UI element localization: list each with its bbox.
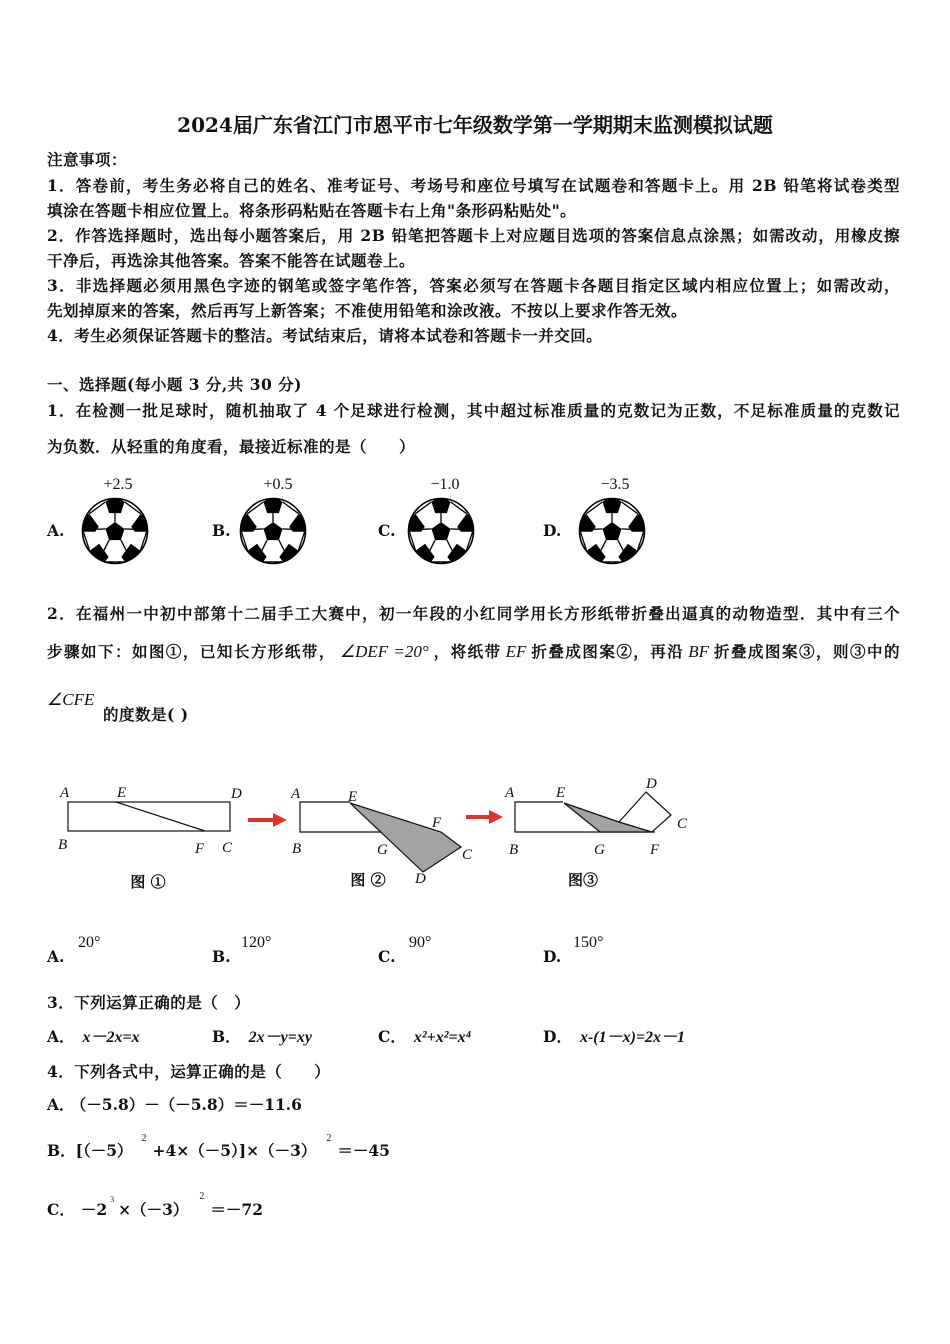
q3-option-b xyxy=(212,1026,312,1048)
point-label: D xyxy=(231,786,242,802)
exponent: 2 xyxy=(199,1191,205,1202)
option-letter: C． xyxy=(47,1200,75,1219)
q2-stem-line: 2．在福州一中初中部第十二届手工大赛中，初一年段的小红同学用长方形纸带折叠出逼真的动物造型．其中有三个 xyxy=(47,604,900,623)
point-label: F xyxy=(650,842,660,858)
figure-1 xyxy=(58,785,242,891)
arrow-head xyxy=(489,810,503,824)
point-label: C xyxy=(222,840,233,856)
point-label: B xyxy=(509,842,519,858)
point-label: A xyxy=(291,786,301,802)
point-label: A xyxy=(60,785,70,801)
q1-option-a-value: +2.5 xyxy=(103,476,133,493)
q2-option-a-value: 20° xyxy=(78,934,101,951)
q2-stem-end: 的度数是( ) xyxy=(103,705,189,724)
exponent: 2 xyxy=(141,1133,147,1144)
q2-math-angle: ∠DEF =20° xyxy=(339,642,429,661)
q1-option-c-value: −1.0 xyxy=(430,476,460,493)
option-letter: B． xyxy=(47,1141,76,1160)
point-label: D xyxy=(646,776,657,792)
q4-option-c xyxy=(47,1191,263,1221)
paper-strip xyxy=(68,802,230,831)
point-label: E xyxy=(348,789,358,805)
q1-stem-line: 1．在检测一批足球时，随机抽取了 4 个足球进行检测，其中超过标准质量的克数记为正数，不足标准质量的克数记 xyxy=(47,401,900,420)
q1-option-d-value: −3.5 xyxy=(600,476,630,493)
q4-stem: 4．下列各式中，运算正确的是（ ） xyxy=(47,1062,331,1081)
arrow-right-icon xyxy=(248,813,287,827)
notice-line: 3．非选择题必须用黑色字迹的钢笔或签字笔作答，答案必须写在答题卡各题目指定区域内相应位置上；如需改动， xyxy=(47,276,900,295)
notice-heading: 注意事项： xyxy=(47,150,128,169)
q2-option-a-letter: A. xyxy=(47,947,65,966)
q1-option-c-letter: C. xyxy=(378,521,396,540)
figure-2 xyxy=(290,786,473,889)
option-expression-part: ×（－3） xyxy=(118,1200,189,1219)
option-expression: x²+x²=x⁴ xyxy=(413,1029,472,1046)
option-expression: （－5.8）－（－5.8）＝－11.6 xyxy=(78,1095,302,1114)
q2-stem-line xyxy=(47,641,900,663)
notice-line: 4．考生必须保证答题卡的整洁。考试结束后，请将本试卷和答题卡一并交回。 xyxy=(47,326,603,345)
q3-option-a xyxy=(47,1026,140,1048)
figure-caption: 图 ② xyxy=(350,871,386,889)
point-label: F xyxy=(432,815,442,831)
option-expression-part: ＝－72 xyxy=(210,1200,263,1219)
point-label: E xyxy=(556,785,566,801)
option-expression-part: －2 xyxy=(80,1200,108,1219)
q2-option-c-letter: C. xyxy=(378,947,396,966)
option-expression-part: +4×（－5）]×（－3） xyxy=(152,1141,317,1160)
point-label: E xyxy=(117,785,127,801)
option-expression-part: ＝－45 xyxy=(337,1141,390,1160)
q2-text: 步骤如下：如图①，已知长方形纸带， xyxy=(47,642,336,661)
arrow-right-icon xyxy=(466,810,503,824)
point-label: C xyxy=(462,847,473,863)
figure-caption: 图 ① xyxy=(130,873,166,891)
q2-math-ef: EF xyxy=(505,642,527,661)
soccer-ball-icon xyxy=(406,496,476,566)
option-letter: A． xyxy=(47,1027,75,1046)
q2-option-b-value: 120° xyxy=(241,934,272,951)
option-letter: A． xyxy=(47,1095,75,1114)
option-expression: x－2x=x xyxy=(82,1029,140,1046)
soccer-ball-icon xyxy=(577,496,647,566)
q2-option-d-value: 150° xyxy=(573,934,604,951)
q2-text: ，将纸带 xyxy=(432,642,502,661)
q2-option-d-letter: D. xyxy=(543,947,562,966)
point-label: D xyxy=(415,871,426,887)
point-label: B xyxy=(292,841,302,857)
point-label: B xyxy=(58,837,68,853)
q2-math-cfe xyxy=(47,689,107,711)
notice-line: 先划掉原来的答案，然后再写上新答案；不准使用铅笔和涂改液。不按以上要求作答无效。 xyxy=(47,301,688,320)
point-label: G xyxy=(594,842,605,858)
q1-option-b-value: +0.5 xyxy=(263,476,293,493)
q1-stem-line: 为负数．从轻重的角度看，最接近标准的是（ ） xyxy=(47,437,416,456)
option-letter: C． xyxy=(378,1027,406,1046)
point-label: F xyxy=(195,841,205,857)
exponent: 2 xyxy=(326,1133,332,1144)
fold-line-ef xyxy=(116,802,205,831)
option-expression-part: [（－5） xyxy=(75,1141,133,1160)
q1-option-d-letter: D. xyxy=(543,521,562,540)
page-title: 2024届广东省江门市恩平市七年级数学第一学期期末监测模拟试题 xyxy=(177,113,773,137)
q2-text: 折叠成图案②，再沿 xyxy=(530,642,685,661)
q2-math-cfe-text: ∠CFE xyxy=(47,690,95,709)
point-label: G xyxy=(377,842,388,858)
q3-stem: 3．下列运算正确的是（ ） xyxy=(47,993,251,1012)
folding-figure xyxy=(0,760,950,905)
point-label: A xyxy=(505,785,515,801)
arrow-head xyxy=(273,813,287,827)
option-letter: D． xyxy=(543,1027,572,1046)
q2-option-c-value: 90° xyxy=(409,934,432,951)
notice-line: 填涂在答题卡相应位置上。将条形码粘贴在答题卡右上角"条形码粘贴处"。 xyxy=(47,201,577,220)
q2-option-b-letter: B. xyxy=(212,947,231,966)
q1-option-b-letter: B. xyxy=(212,521,231,540)
q2-math-bf: BF xyxy=(688,642,710,661)
figure-caption: 图③ xyxy=(567,871,599,889)
soccer-ball-icon xyxy=(80,496,150,566)
notice-line: 干净后，再选涂其他答案。答案不能答在试题卷上。 xyxy=(47,251,416,270)
soccer-ball-icon xyxy=(238,496,308,566)
folded-flap xyxy=(350,803,461,872)
q3-option-c xyxy=(378,1026,471,1048)
figure-3 xyxy=(504,776,688,889)
exponent: 3 xyxy=(110,1195,115,1204)
notice-line: 1．答卷前，考生务必将自己的姓名、准考证号、考场号和座位号填写在试题卷和答题卡上。用 2B 铅笔将试卷类型 xyxy=(47,176,900,195)
q4-option-b xyxy=(47,1133,390,1162)
option-expression: x-(1－x)=2x－1 xyxy=(579,1029,686,1046)
option-expression: 2x－y=xy xyxy=(248,1029,312,1046)
q2-text: 折叠成图案③，则③中的 xyxy=(713,642,900,661)
option-letter: B． xyxy=(212,1027,241,1046)
section-heading: 一、选择题(每小题 3 分,共 30 分) xyxy=(47,375,303,394)
q1-option-a-letter: A. xyxy=(47,521,65,540)
q4-option-a xyxy=(47,1094,302,1116)
notice-line: 2．作答选择题时，选出每小题答案后，用 2B 铅笔把答题卡上对应题目选项的答案信息点涂黑；如需改动，用橡皮擦 xyxy=(47,226,900,245)
q3-option-d xyxy=(543,1026,685,1048)
point-label: C xyxy=(677,816,688,832)
